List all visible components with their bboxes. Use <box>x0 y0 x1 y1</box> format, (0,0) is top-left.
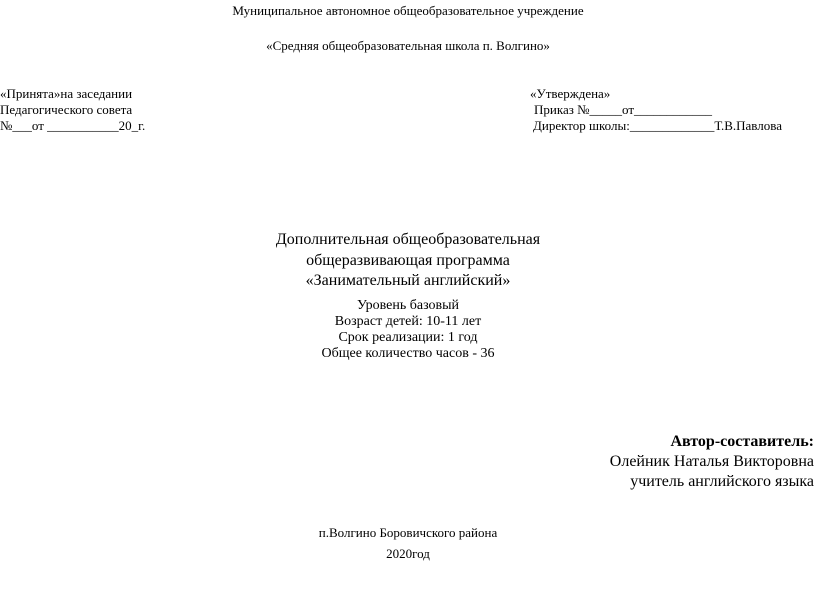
institution-name-line1: Муниципальное автономное общеобразовательное учреждение <box>232 3 584 18</box>
program-title-line3: «Занимательный английский» <box>305 272 511 289</box>
program-title-line2: общеразвивающая программа <box>306 252 510 269</box>
author-position: учитель английского языка <box>630 473 814 490</box>
footer-year: 2020год <box>386 546 430 561</box>
approval-right-line3: Директор школы:_____________Т.В.Павлова <box>533 118 782 133</box>
approval-right-line2: Приказ №_____от____________ <box>534 102 713 117</box>
program-duration: Срок реализации: 1 год <box>338 330 478 345</box>
program-age: Возраст детей: 10-11 лет <box>334 314 482 329</box>
program-level: Уровень базовый <box>356 298 460 313</box>
program-hours: Общее количество часов - 36 <box>321 346 495 361</box>
approval-left-line2: Педагогического совета <box>0 102 133 117</box>
program-title-line1: Дополнительная общеобразовательная <box>275 231 541 248</box>
author-heading-text: Автор-составитель: <box>670 433 814 450</box>
author-heading <box>670 432 814 451</box>
approval-left-line3: №___от ___________20_г. <box>0 118 146 133</box>
approval-left-line1: «Принята»на заседании <box>0 86 133 101</box>
footer-place: п.Волгино Боровичского района <box>318 525 498 540</box>
author-name: Олейник Наталья Викторовна <box>609 453 814 470</box>
approval-right-line1: «Утверждена» <box>530 86 611 101</box>
institution-name-line2: «Средняя общеобразовательная школа п. Волгино» <box>266 38 550 53</box>
